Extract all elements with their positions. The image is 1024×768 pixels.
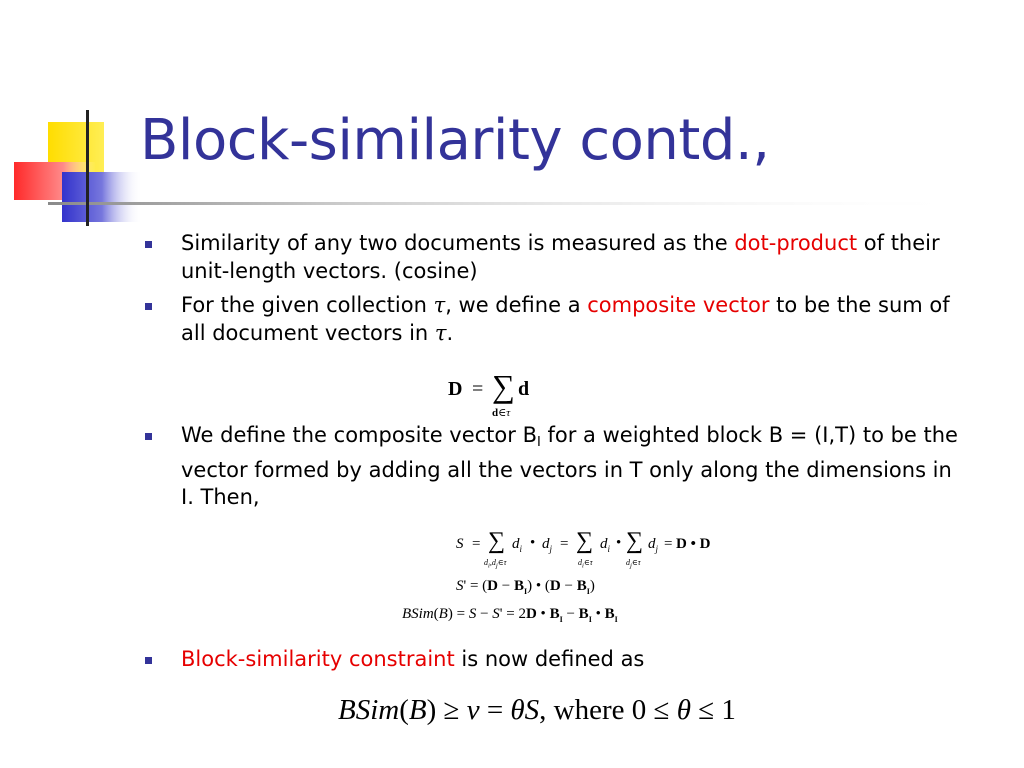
vertical-rule xyxy=(86,110,89,226)
equation-s-definition: S = ∑ $d_i,d_j\in\tau$ $d_i$ • $d_j$ = ∑ $d_i\in\tau$ $d_i$ • ∑ $d_j\in\tau$ $d_j$ = D • D xyxy=(456,528,711,570)
tau-symbol: τ xyxy=(434,320,447,345)
bullet-text: We define the composite vector $B_I$ for a weighted block B = (I,T) to be the vector formed by adding all the vectors in T only along the dimensions in I. Then, xyxy=(181,423,958,509)
blue-gradient-bar xyxy=(62,172,142,222)
highlight-term: composite vector xyxy=(587,293,770,317)
bullet-text: Similarity of any two documents is measured as the dot-product of their unit-length vectors. (cosine) xyxy=(181,231,940,283)
bullet-text: For the given collection τ, we define a composite vector to be the sum of all document vectors in τ. xyxy=(181,293,950,345)
bullet-square-icon xyxy=(145,303,152,310)
highlight-term: dot-product xyxy=(734,231,858,255)
highlight-term: Block-similarity constraint xyxy=(181,647,455,671)
bullet-square-icon xyxy=(145,433,152,440)
bullet-text: Block-similarity constraint is now defined as xyxy=(181,647,645,671)
slide-title: Block-similarity contd., xyxy=(140,108,770,173)
bullet-square-icon xyxy=(145,241,152,248)
equation-s-prime: $S' = (D - B_I)$ • $(D - B_I)$ xyxy=(456,578,595,596)
horizontal-rule xyxy=(48,202,978,205)
equation-constraint: BSim(B) ≥ ν = θS, where 0 ≤ θ ≤ 1 xyxy=(338,694,736,726)
equation-composite-vector: D = ∑ d d∈τ xyxy=(448,368,530,419)
tau-symbol: τ xyxy=(433,293,446,317)
equation-bsim: BSim(B) = S − S' = 2D • $B_I - B_I$ • $B_I$ xyxy=(402,606,618,624)
bullet-square-icon xyxy=(145,657,152,664)
